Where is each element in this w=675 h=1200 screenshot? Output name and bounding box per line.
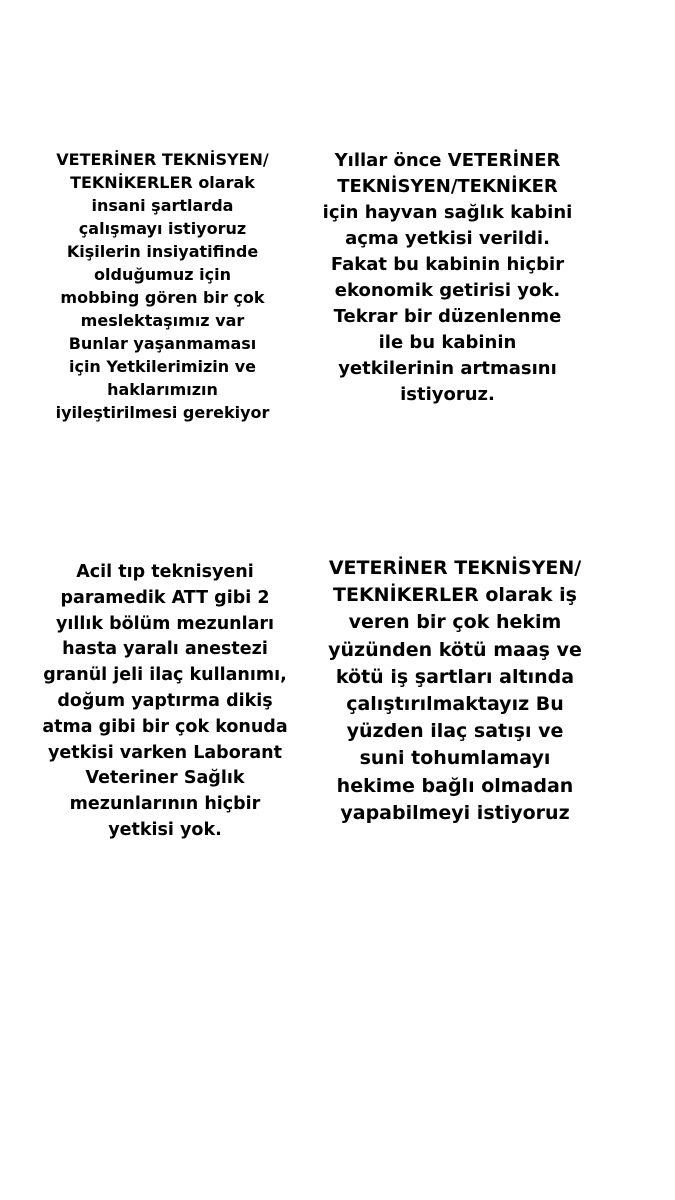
text-block-salary-demands: VETERİNER TEKNİSYEN/ TEKNİKERLER olarak iş veren bir çok hekim yüzünden kötü maaş ve kötü iş şartları altında çalıştırılmaktayız Bu yüzden ilaç satışı ve suni tohumlamayı hekime bağlı olmadan yapabilmeyi istiyoruz — [328, 557, 582, 824]
text-block-health-cabin: Yıllar önce VETERİNER TEKNİSYEN/TEKNİKER için hayvan sağlık kabini açma yetkisi verildi. Fakat bu kabinin hiçbir ekonomik getirisi yok. Tekrar bir düzenlenme ile bu kabinin yetkilerinin artmasını istiyoruz. — [322, 150, 573, 405]
text-block-authority-comparison: Acil tıp teknisyeni paramedik ATT gibi 2 yıllık bölüm mezunları hasta yaralı anestezi granül jeli ilaç kullanımı, doğum yaptırma dikiş atma gibi bir çok konuda yetkisi varken Laborant Veteriner Sağlık mezunlarının hiçbir yetkisi yok. — [42, 562, 288, 840]
text-block-working-conditions: VETERİNER TEKNİSYEN/ TEKNİKERLER olarak insani şartlarda çalışmayı istiyoruz Kişilerin insiyatifinde olduğumuz için mobbing gören bir çok meslektaşımız var Bunlar yaşanmaması için Yetkilerimizin ve haklarımızın iyileştirilmesi gerekiyor — [55, 150, 270, 422]
